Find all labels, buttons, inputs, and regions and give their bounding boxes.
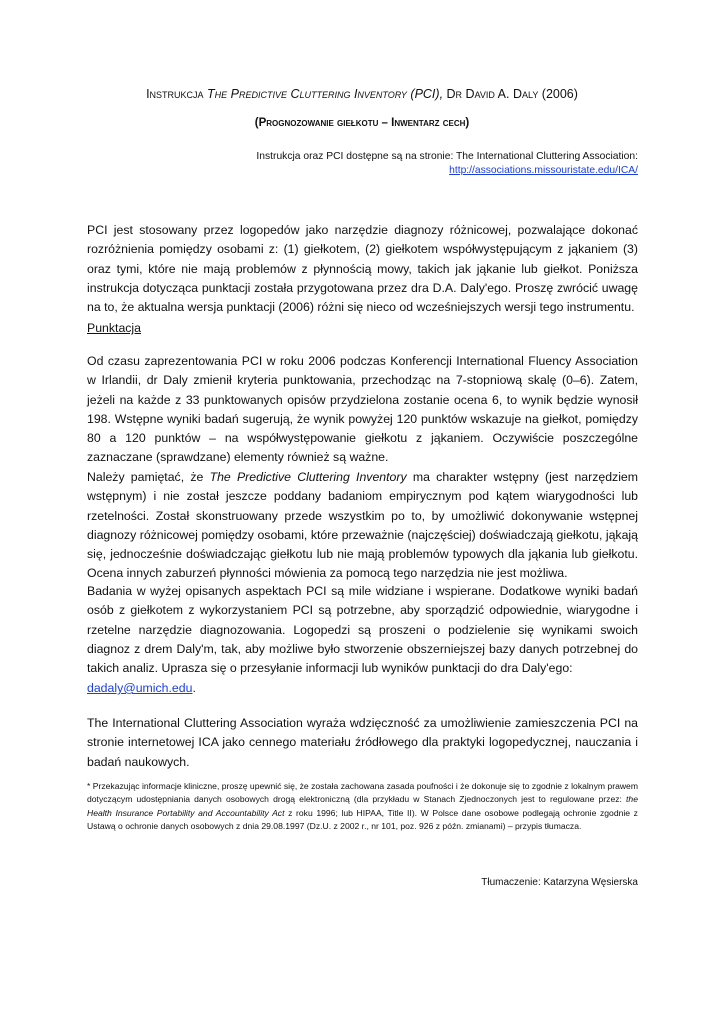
paragraph-caveat [87, 468, 638, 584]
title-suffix: Dr David A. Daly (2006) [443, 87, 578, 101]
document-title [60, 87, 664, 101]
document-subtitle: (Prognozowanie giełkotu – Inwentarz cech) [254, 117, 470, 129]
title-prefix: Instrukcja [146, 87, 208, 101]
email-line [87, 681, 638, 695]
section-heading-scoring: Punktacja [87, 321, 142, 335]
text-italic: the Health Insurance Portability and Accountability Act [87, 794, 638, 818]
title-italic: The Predictive Cluttering Inventory (PCI), [207, 87, 444, 101]
email-link[interactable]: dadaly@umich.edu [87, 681, 193, 695]
text: z roku 1996; lub HIPAA, Title II). W Polsce dane osobowe podlegają ochronie zgodnie z Ustawą o ochronie danych osobowych z dnia 29.08.1997 (Dz.U. z 2002 r., nr 101, poz. 926 z późn. zmianami) – przypis tłumacza. [87, 807, 638, 831]
ica-link[interactable]: http://associations.missouristate.edu/ICA/ [449, 165, 638, 176]
text: * Przekazując informacje kliniczne, proszę upewnić się, że została zachowana zasada poufności i że dokonuje się to zgodnie z lokalnym prawem dotyczącym udostępniania danych osobowych drogą elektroniczną (dla przykładu w Stanach Zjednoczonych jest to regulowane przez: [87, 781, 638, 805]
paragraph-scoring: Od czasu zaprezentowania PCI w roku 2006 podczas Konferencji International Fluency Association w Irlandii, dr Daly zmienił kryteria punktowania, przechodząc na 7-stopniową skalę (0–6). Zatem, jeżeli na każde z 33 punktowanych opisów przydzielona zostanie ocena 6, to wynik będzie wynosił 198. Wstępne wyniki badań sugerują, że wynik powyżej 120 punktów wskazuje na giełkot, pomiędzy 80 a 120 punktów – na współwystępowanie giełkotu z jąkaniem. Oczywiście poszczególne zaznaczane (sprawdzane) elementy również są ważne. [87, 354, 638, 465]
text: Należy pamiętać, że [87, 470, 210, 484]
paragraph-research: Badania w wyżej opisanych aspektach PCI są mile widziane i wspierane. Dodatkowe wyniki badań osób z giełkotem z wykorzystaniem PCI są potrzebne, aby sporządzić odpowiednie, wiarygodne i rzetelne narzędzie diagnozowania. Logopedzi są proszeni o podzielenie się wynikami swoich diagnoz z drem Daly'm, tak, aby możliwe było stworzenie obszerniejszej bazy danych potrzebnej do takich analiz. Uprasza się o przesyłanie informacji lub wyników punktacji do dra Daly'ego: [87, 584, 638, 676]
text: ma charakter wstępny (jest narzędziem wstępnym) i nie został jeszcze poddany badaniom empirycznym pod kątem wiarygodności lub rzetelności. Został skonstruowany przede wszystkim po to, by umożliwić dokonywanie wstępnej diagnozy różnicowej pomiędzy osobami, które przeważnie (najczęściej) doświadczają giełkotu, jąkają się, jednocześnie doświadczając giełkotu lub nie mają problemów typowych dla jąkania lub giełkotu. Ocena innych zaburzeń płynności mówienia za pomocą tego narzędzia nie jest możliwa. [87, 470, 639, 581]
translator-credit: Tłumaczenie: Katarzyna Węsierska [481, 877, 638, 888]
source-text: Instrukcja oraz PCI dostępne są na stronie: The International Cluttering Association: [256, 151, 638, 162]
source-note [87, 150, 638, 178]
text-italic: The Predictive Cluttering Inventory [209, 470, 407, 484]
email-suffix: . [192, 681, 196, 695]
paragraph-intro: PCI jest stosowany przez logopedów jako narzędzie diagnozy różnicowej, pozwalające dokonać rozróżnienia pomiędzy osobami z: (1) giełkotem, (2) giełkotem współwystępującym z jąkaniem (3) oraz tymi, które nie mają problemów z płynnością mowy, takich jak jąkanie lub giełkot. Poniższa instrukcja dotycząca punktacji została przygotowana przez dra D.A. Daly'ego. Proszę zwrócić uwagę na to, że aktualna wersja punktacji (2006) różni się nieco od wcześniejszych wersji tego instrumentu. [87, 223, 638, 315]
paragraph-thanks: The International Cluttering Association wyraża wdzięczność za umożliwienie zamieszczenia PCI na stronie internetowej ICA jako cennego materiału źródłowego dla praktyki logopedycznej, nauczania i badań naukowych. [87, 716, 638, 769]
footnote [87, 780, 638, 833]
